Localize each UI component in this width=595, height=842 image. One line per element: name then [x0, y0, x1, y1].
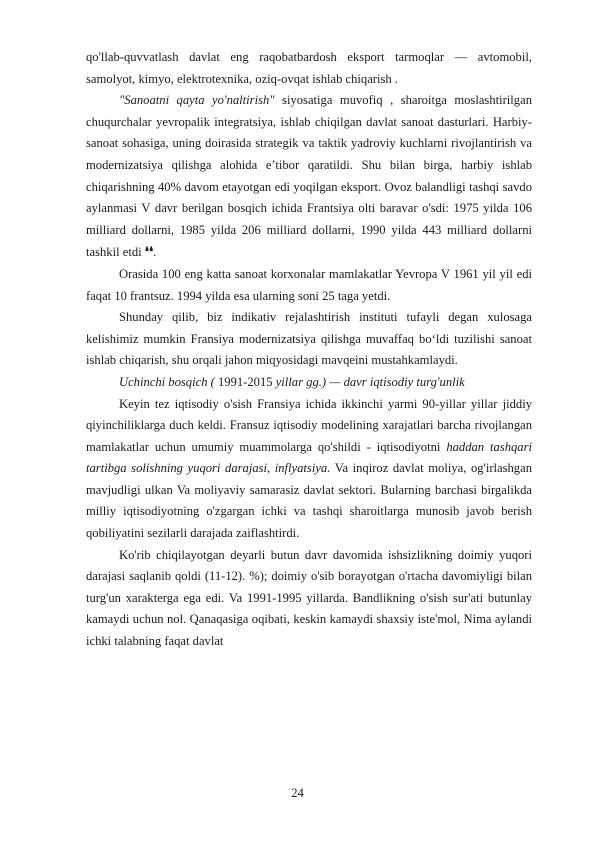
quoted-term: "Sanoatni qayta yo'naltirish" [119, 93, 275, 108]
section-heading [86, 372, 532, 394]
paragraph-end: . [153, 245, 157, 260]
paragraph-export-sectors: qo'llab-quvvatlash davlat eng raqobatbardosh eksport tarmoqlar — avtomobil, samolyot, kimyo, elektrotexnika, oziq-ovqat ishlab chiqarish . [86, 50, 532, 86]
paragraph-largest-companies: Orasida 100 eng katta sanoat korxonalar mamlakatlar Yevropa V 1961 yil yil edi faqat 10 frantsuz. 1994 yilda esa ularning soni 25 taga yetdi. [86, 266, 532, 303]
heading-part-1: Uchinchi bosqich ( [119, 374, 215, 389]
page-number: 24 [291, 786, 304, 800]
paragraph-unemployment: Ko'rib chiqilayotgan deyarli butun davr davomida ishsizlikning doimiy yuqori darajasi saqlanib qoldi (11-12). %); doimiy o'sib borayotgan o'rtacha davomiyligi bilan turg'un xarakterga ega edi. Va 1991-1995 yillarda. Bandlikning o'sish sur'ati butunlay kamaydi uchun nol. Qanaqasiga oqibati, keskin kamaydi shaxsiy iste'mol, Nima aylandi ichki talabning faqat davlat [86, 547, 532, 649]
paragraph-difficulties [86, 394, 532, 545]
paragraph-conclusion: Shunday qilib, biz indikativ rejalashtirish instituti tufayli degan xulosaga kelishimiz mumkin Fransiya modernizatsiya qilishga muvaffaq bo‘ldi tuzilishi sanoat ishlab chiqarish, shu orqali jahon miqyosidagi mavqeini mustahkamlaydi. [86, 310, 532, 368]
paragraph-text: siyosatiga muvofiq , sharoitga moslashtirilgan chuqurchalar yevropalik integratsiya, ishlab chiqilgan davlat sanoat dasturlari. Harbiy-sanoat sohasiga, uning doirasida strategik va taktik yadroviy kuchlarni rivojlantirish va modernizatsiya qilishga alohida e’tibor qaratildi. Shu bilan birga, harbiy ishlab chiqarishning 40% davom etayotgan edi yoqilgan eksport. Ovoz balandligi tashqi savdo aylanmasi V davr berilgan bosqich ichida Frantsiya olti baravar o'sdi: 1975 yilda 106 milliard dollarni, 1985 yilda 206 milliard dollarni, 1990 yilda 443 milliard dollarni tashkil etdi [86, 93, 532, 260]
document-body [86, 47, 532, 653]
heading-part-3: yillar gg.) — davr iqtisodiy turg'unlik [275, 374, 465, 389]
paragraph-industrial-policy [86, 90, 532, 264]
heading-years: 1991-2015 [214, 374, 276, 389]
paragraph-text: Va inqiroz davlat moliya, og'irlashgan mavjudligi ulkan Va moliyaviy samarasiz davlat sektori. Bularning barchasi birgalikda milliy iqtisodiyotning o'zgargan ichki va tashqi sharoitlarga munosib javob berish qobiliyatini sezilarli darajada zaiflashtirdi. [86, 461, 532, 541]
footnote-mark: ❛❛ [144, 244, 154, 260]
italic-phrase: haddan tashqari tartibga solishning yuqori darajasi, inflyatsiya. [86, 439, 532, 476]
paragraph-text: Keyin tez iqtisodiy o'sish Fransiya ichida ikkinchi yarmi 90-yillar yillar jiddiy qiyinchiliklarga duch keldi. Fransuz iqtisodiy modelining xarajatlari barcha rivojlangan mamlakatlar uchun umumiy muammolarga qo'shildi - iqtisodiyotni [86, 396, 532, 454]
